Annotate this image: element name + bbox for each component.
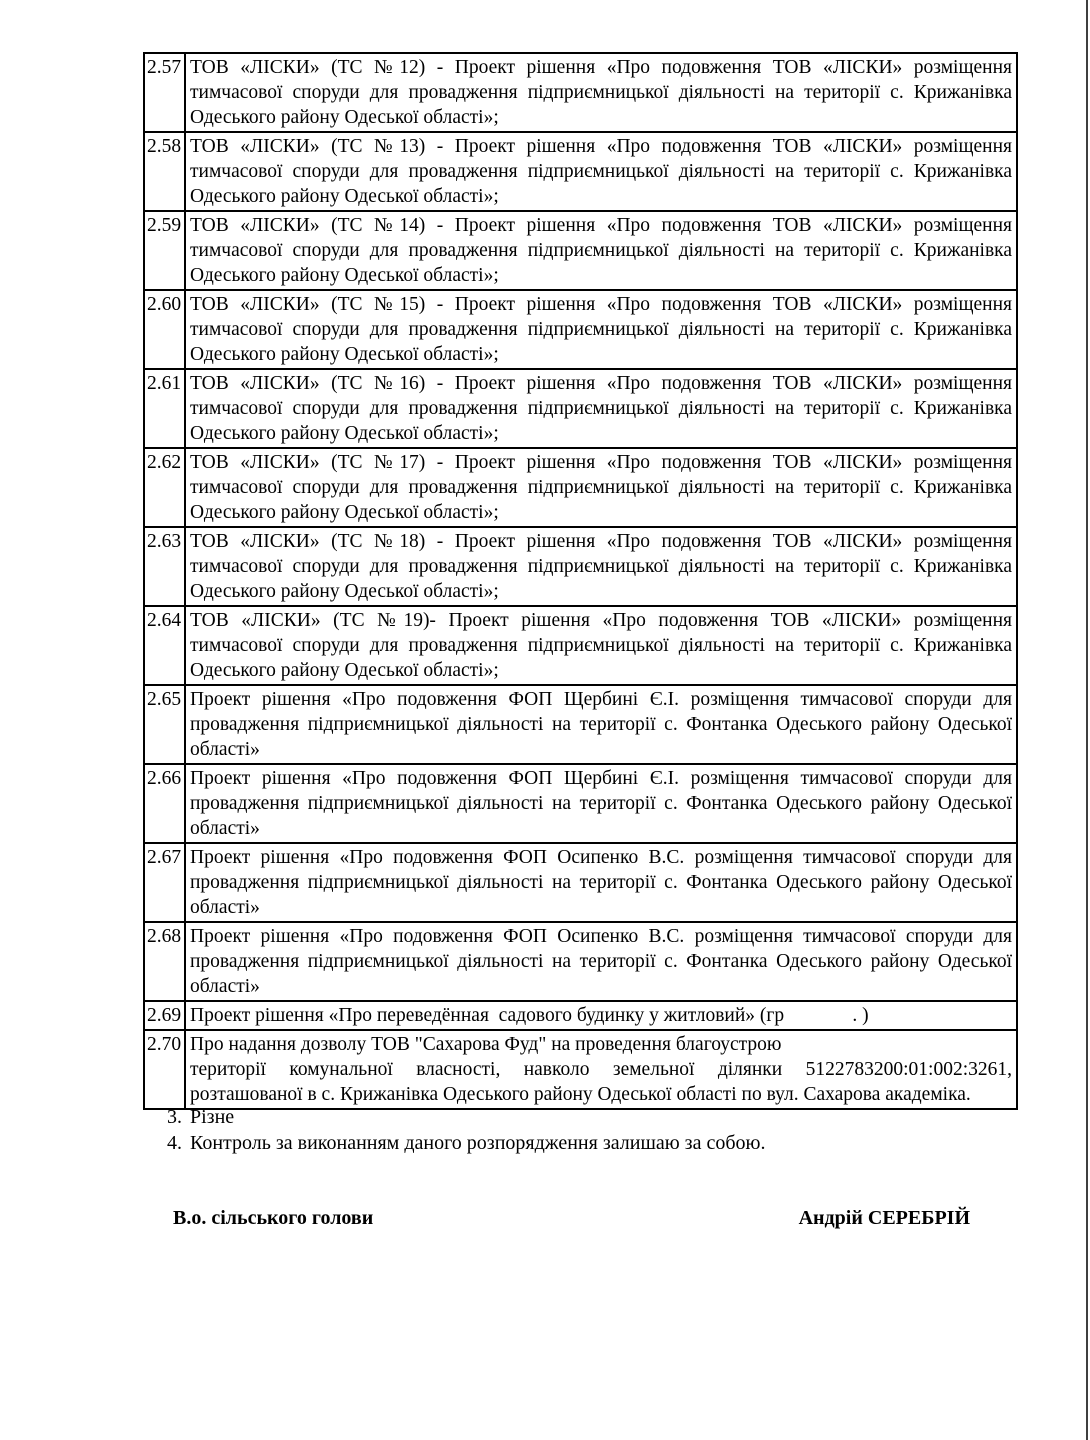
table-row <box>144 527 1017 606</box>
row-number-cell: 2.61 <box>144 369 185 448</box>
list-item <box>167 1130 1020 1156</box>
text-line: тимчасової споруди для провадження підприємницької діяльності на території с. Крижанівка <box>190 556 1012 577</box>
text-line: провадження підприємницької діяльності на території с. Фонтанка Одеського району Одеської <box>190 872 1012 893</box>
row-number-cell: 2.59 <box>144 211 185 290</box>
row-number-cell: 2.58 <box>144 132 185 211</box>
item-text: Контроль за виконанням даного розпорядження залишаю за собою. <box>190 1132 766 1154</box>
text-line: Одеського району Одеської області»; <box>190 660 499 681</box>
row-number-cell: 2.65 <box>144 685 185 764</box>
row-text-cell <box>185 53 1017 132</box>
text-line: Одеського району Одеської області»; <box>190 581 499 602</box>
text-line: розташованої в с. Крижанівка Одеського району Одеської області по вул. Сахарова академіка. <box>190 1084 971 1105</box>
text-line: тимчасової споруди для провадження підприємницької діяльності на території с. Крижанівка <box>190 477 1012 498</box>
row-text-cell <box>185 290 1017 369</box>
scan-edge-line <box>1086 0 1088 1440</box>
signature-row <box>173 1206 970 1231</box>
text-line: Одеського району Одеської області»; <box>190 344 499 365</box>
text-line: Одеського району Одеської області»; <box>190 186 499 207</box>
row-number-cell: 2.66 <box>144 764 185 843</box>
text-line: області» <box>190 818 260 839</box>
text-line: тимчасової споруди для провадження підприємницької діяльності на території с. Крижанівка <box>190 82 1012 103</box>
text-line: області» <box>190 739 260 760</box>
signatory-name: Андрій СЕРЕБРІЙ <box>798 1207 970 1229</box>
row-text-cell <box>185 132 1017 211</box>
text-line: Проект рішення «Про подовження ФОП Осипенко В.С. розміщення тимчасової споруди для <box>190 926 1012 947</box>
row-number-cell: 2.62 <box>144 448 185 527</box>
item-number: 4. <box>167 1132 182 1154</box>
text-line: провадження підприємницької діяльності на території с. Фонтанка Одеського району Одеської <box>190 951 1012 972</box>
text-line: ТОВ «ЛІСКИ» (ТС №12) - Проект рішення «Про подовження ТОВ «ЛІСКИ» розміщення <box>190 57 1012 78</box>
text-line: Одеського району Одеської області»; <box>190 423 499 444</box>
misc-list <box>167 1104 1020 1156</box>
table-row <box>144 211 1017 290</box>
text-line: тимчасової споруди для провадження підприємницької діяльності на території с. Крижанівка <box>190 398 1012 419</box>
row-text-cell <box>185 606 1017 685</box>
row-number-cell: 2.57 <box>144 53 185 132</box>
table-row <box>144 369 1017 448</box>
table-row <box>144 685 1017 764</box>
row-number-cell: 2.69 <box>144 1001 185 1030</box>
row-number-cell: 2.68 <box>144 922 185 1001</box>
row-number-cell: 2.67 <box>144 843 185 922</box>
item-text: Різне <box>190 1106 235 1128</box>
row-text-cell <box>185 764 1017 843</box>
text-line: тимчасової споруди для провадження підприємницької діяльності на території с. Крижанівка <box>190 161 1012 182</box>
list-item <box>167 1104 1020 1130</box>
row-text-cell <box>185 1030 1017 1109</box>
text-line: області» <box>190 897 260 918</box>
row-text-cell <box>185 527 1017 606</box>
text-line: тимчасової споруди для провадження підприємницької діяльності на території с. Крижанівка <box>190 635 1012 656</box>
table-row <box>144 53 1017 132</box>
text-line: Одеського району Одеської області»; <box>190 265 499 286</box>
table-row <box>144 1001 1017 1030</box>
row-number-cell: 2.64 <box>144 606 185 685</box>
table-row <box>144 606 1017 685</box>
text-line: Проект рішення «Про подовження ФОП Осипенко В.С. розміщення тимчасової споруди для <box>190 847 1012 868</box>
text-line: ТОВ «ЛІСКИ» (ТС №17) - Проект рішення «Про подовження ТОВ «ЛІСКИ» розміщення <box>190 452 1012 473</box>
table-row <box>144 448 1017 527</box>
item-number: 3. <box>167 1106 182 1128</box>
text-line: Одеського району Одеської області»; <box>190 502 499 523</box>
text-line: Проект рішення «Про переведённая садового будинку у житловий» (гр . ) <box>190 1005 869 1026</box>
table-row <box>144 132 1017 211</box>
table-row <box>144 922 1017 1001</box>
text-line: Проект рішення «Про подовження ФОП Щербині Є.І. розміщення тимчасової споруди для <box>190 689 1012 710</box>
row-text-cell <box>185 843 1017 922</box>
signatory-title: В.о. сільського голови <box>173 1207 374 1229</box>
text-line: Проект рішення «Про подовження ФОП Щербині Є.І. розміщення тимчасової споруди для <box>190 768 1012 789</box>
row-text-cell <box>185 211 1017 290</box>
table-row <box>144 290 1017 369</box>
text-line: ТОВ «ЛІСКИ» (ТС №15) - Проект рішення «Про подовження ТОВ «ЛІСКИ» розміщення <box>190 294 1012 315</box>
text-line: ТОВ «ЛІСКИ» (ТС №18) - Проект рішення «Про подовження ТОВ «ЛІСКИ» розміщення <box>190 531 1012 552</box>
text-line: тимчасової споруди для провадження підприємницької діяльності на території с. Крижанівка <box>190 319 1012 340</box>
text-line: провадження підприємницької діяльності на території с. Фонтанка Одеського району Одеської <box>190 714 1012 735</box>
row-text-cell <box>185 448 1017 527</box>
table-row <box>144 1030 1017 1109</box>
row-text-cell <box>185 922 1017 1001</box>
text-line: ТОВ «ЛІСКИ» (ТС №19)- Проект рішення «Про подовження ТОВ «ЛІСКИ» розміщення <box>190 610 1012 631</box>
table-row <box>144 764 1017 843</box>
row-number-cell: 2.70 <box>144 1030 185 1109</box>
row-text-cell <box>185 685 1017 764</box>
row-number-cell: 2.60 <box>144 290 185 369</box>
agenda-table <box>143 52 1018 1110</box>
text-line: ТОВ «ЛІСКИ» (ТС №14) - Проект рішення «Про подовження ТОВ «ЛІСКИ» розміщення <box>190 215 1012 236</box>
text-line: території комунальної власності, навколо земельної ділянки 5122783200:01:002:3261, <box>190 1059 1012 1080</box>
text-line: ТОВ «ЛІСКИ» (ТС №13) - Проект рішення «Про подовження ТОВ «ЛІСКИ» розміщення <box>190 136 1012 157</box>
row-text-cell <box>185 369 1017 448</box>
text-line: Одеського району Одеської області»; <box>190 107 499 128</box>
row-text-cell <box>185 1001 1017 1030</box>
agenda-table-body <box>144 53 1017 1109</box>
table-row <box>144 843 1017 922</box>
text-line: провадження підприємницької діяльності на території с. Фонтанка Одеського району Одеської <box>190 793 1012 814</box>
row-number-cell: 2.63 <box>144 527 185 606</box>
text-line: ТОВ «ЛІСКИ» (ТС №16) - Проект рішення «Про подовження ТОВ «ЛІСКИ» розміщення <box>190 373 1012 394</box>
text-line: області» <box>190 976 260 997</box>
text-line: тимчасової споруди для провадження підприємницької діяльності на території с. Крижанівка <box>190 240 1012 261</box>
text-line: Про надання дозволу ТОВ "Сахарова Фуд" на проведення благоустрою <box>190 1034 782 1055</box>
